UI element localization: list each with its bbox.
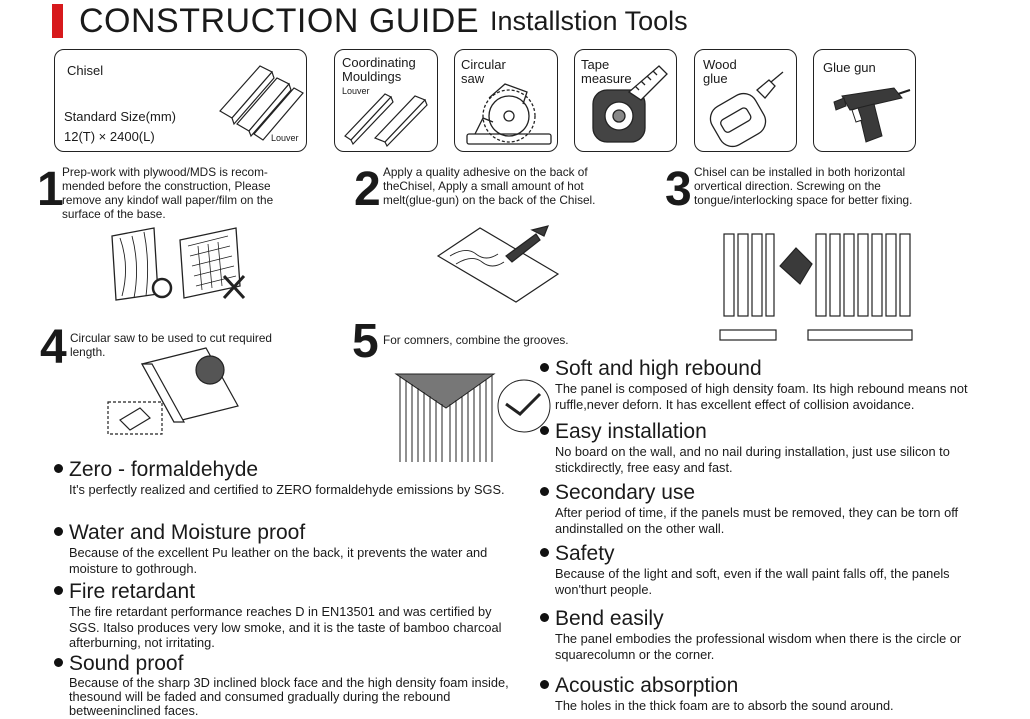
feature-safety [540,542,1000,597]
feature-desc: Because of the sharp 3D inclined block face and the high density foam inside, thesound will be faded and consumed gradually during the rebound betweeninclined faces. [69,675,509,718]
feature-fire-retardant [54,580,514,651]
tool-card-wood-glue [694,49,797,152]
tool-name: Glue gun [823,60,876,75]
feature-secondary-use [540,481,1005,536]
glue-bottle-icon [707,70,791,150]
feature-title: Bend easily [555,607,664,630]
feature-bend-easily [540,607,1000,662]
feature-desc: Because of the excellent Pu leather on the back, it prevents the water and moisture to gothrough. [69,545,488,576]
step-5-number: 5 [352,315,379,368]
bullet-icon [54,464,63,473]
bullet-icon [54,527,63,536]
moulding-strips-icon [343,84,435,146]
tool-name: Wood glue [703,57,737,86]
step-4-illustration [106,330,256,438]
page-subtitle: Installstion Tools [490,6,688,36]
feature-title: Soft and high rebound [555,357,762,380]
bullet-icon [54,658,63,667]
feature-desc: The fire retardant performance reaches D in EN13501 and was certified by SGS. Italso produces very low smoke, and it is the taste of bamboo charcoal afterburning, not irritating. [69,604,502,650]
feature-title: Safety [555,542,615,565]
feature-soft-high-rebound [540,357,1000,412]
bullet-icon [540,426,549,435]
louver-caption: Louver [342,86,370,96]
title-accent-bar [52,4,63,38]
step-3-number: 3 [665,163,692,216]
tool-card-circular-saw [454,49,558,152]
bullet-icon [540,487,549,496]
tool-name: Tape measure [581,57,632,86]
feature-desc: The panel is composed of high density foam. Its high rebound means not ruffle,never deforn. It has excellent effect of collision avoidance. [555,381,968,412]
tool-name: Circular saw [461,57,506,86]
louver-panels-icon [215,56,305,141]
tool-card-tape-measure [574,49,677,152]
feature-desc: Because of the light and soft, even if the wall paint falls off, the panels won'thurt people. [555,566,950,597]
step-5-illustration [394,366,554,464]
feature-title: Easy installation [555,420,707,443]
tool-card-glue-gun [813,49,916,152]
standard-size-label: Standard Size(mm) [64,109,176,124]
step-5-text: For comners, combine the grooves. [383,333,569,347]
circular-saw-icon [465,78,555,148]
step-1-illustration [110,226,260,302]
bullet-icon [540,548,549,557]
feature-desc: After period of time, if the panels must be removed, they can be torn off andinstalled on the other wall. [555,505,959,536]
tape-measure-icon [589,64,671,146]
feature-water-moisture-proof [54,521,514,576]
feature-desc: It's perfectly realized and certified to ZERO formaldehyde emissions by SGS. [69,482,505,497]
feature-title: Fire retardant [69,580,196,603]
bullet-icon [540,680,549,689]
feature-acoustic-absorption [540,674,1000,714]
louver-caption: Louver [271,133,299,143]
step-2-number: 2 [354,163,381,216]
tool-name: Chisel [67,63,104,78]
page-title: CONSTRUCTION GUIDE [79,2,479,40]
tool-card-mouldings [334,49,438,152]
feature-sound-proof [54,652,514,718]
bullet-icon [540,613,549,622]
feature-title: Acoustic absorption [555,674,739,697]
feature-title: Zero - formaldehyde [69,458,259,481]
standard-size-value: 12(T) × 2400(L) [64,129,155,144]
feature-zero-formaldehyde [54,458,514,498]
feature-desc: No board on the wall, and no nail during installation, just use silicon to stickdirectly, free easy and fast. [555,444,950,475]
step-2-illustration [436,226,560,304]
tool-name: Coordinating Mouldings [342,55,416,84]
bullet-icon [540,363,549,372]
step-4-number: 4 [40,321,67,374]
feature-title: Secondary use [555,481,696,504]
step-1-number: 1 [37,163,64,216]
step-1-text: Prep-work with plywood/MDS is recom- mended before the construction, Please remove any kindof wall paper/film on the surface of the base. [62,165,274,221]
bullet-icon [54,586,63,595]
feature-title: Sound proof [69,652,184,675]
step-3-text: Chisel can be installed in both horizontal orvertical direction. Screwing on the tongue/interlocking space for better fixing. [694,165,913,207]
feature-desc: The holes in the thick foam are to absorb the sound around. [555,698,894,713]
tool-card-chisel [54,49,307,152]
step-2-text: Apply a quality adhesive on the back of theChisel, Apply a small amount of hot melt(glue-gun) on the back of the Chisel. [383,165,596,207]
feature-easy-installation [540,420,1005,475]
step-3-illustration [716,230,916,346]
step-4-text: Circular saw to be used to cut required length. [70,331,272,359]
feature-desc: The panel embodies the professional wisdom when there is the circle or squarecolumn or the corner. [555,631,962,662]
feature-title: Water and Moisture proof [69,521,306,544]
glue-gun-icon [828,86,912,146]
